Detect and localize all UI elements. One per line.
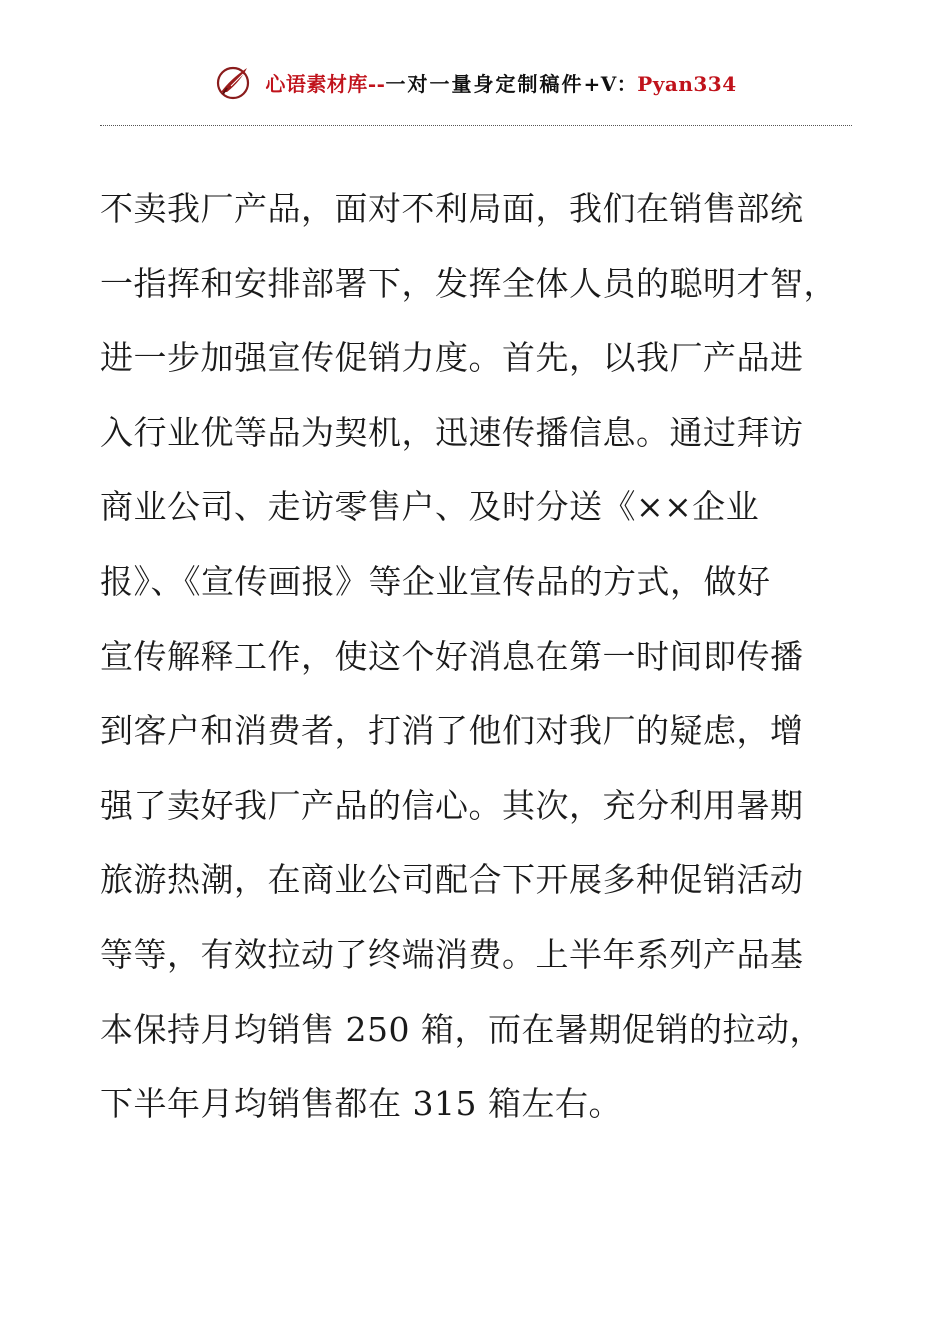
body-line: 不卖我厂产品，面对不利局面，我们在销售部统: [100, 189, 804, 228]
body-line: 商业公司、走访零售户、及时分送《××企业: [100, 487, 760, 527]
body-line: 强了卖好我厂产品的信心。其次，充分利用暑期: [100, 785, 804, 825]
body-line: 入行业优等品为契机，迅速传播信息。通过拜访: [100, 412, 804, 452]
body-line: 报》、《宣传画报》等企业宣传品的方式，做好: [100, 561, 771, 601]
brand-name: 心语素材库: [265, 71, 368, 96]
body-line: 一指挥和安排部署下，发挥全体人员的聪明才智，: [100, 263, 837, 303]
body-line: 等等，有效拉动了终端消费。上半年系列产品基: [100, 934, 804, 974]
page-header: [0, 58, 950, 106]
body-line: 本保持月均销售 250 箱，而在暑期促销的拉动，: [100, 1009, 823, 1049]
header-divider: [100, 125, 852, 126]
contact-prefix: +V：: [583, 71, 638, 96]
header-title: [265, 68, 736, 97]
body-line: 到客户和消费者，打消了他们对我厂的疑虑，增: [100, 711, 804, 751]
body-line: 宣传解释工作，使这个好消息在第一时间即传播: [100, 636, 804, 676]
wechat-id: Pyan334: [637, 71, 737, 96]
body-line: 下半年月均销售都在 315 箱左右。: [100, 1084, 622, 1124]
body-line: 旅游热潮，在商业公司配合下开展多种促销活动: [100, 860, 804, 900]
header-separator: --: [367, 71, 386, 96]
quill-pen-logo-icon: [213, 62, 253, 102]
document-body: [100, 172, 860, 1142]
header-tagline: 一对一量身定制稿件: [385, 71, 584, 96]
body-line: 进一步加强宣传促销力度。首先，以我厂产品进: [100, 338, 804, 378]
